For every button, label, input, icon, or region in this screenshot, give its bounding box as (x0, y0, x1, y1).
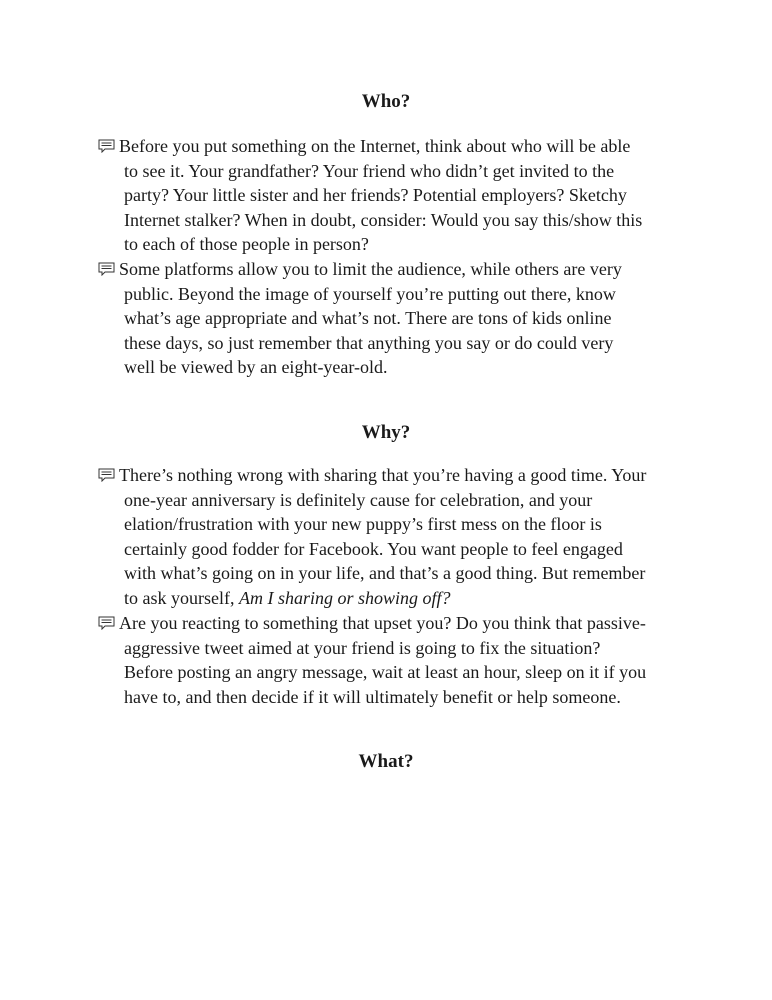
bullet-line: public. Beyond the image of yourself you’re putting out there, know (124, 283, 616, 304)
bullet-line: what’s age appropriate and what’s not. There are tons of kids online (124, 308, 612, 329)
section-heading-why: Why? (361, 422, 411, 443)
bullet-line: these days, so just remember that anything you say or do could very (124, 332, 614, 353)
comment-icon (98, 468, 115, 482)
bullet-line: aggressive tweet aimed at your friend is going to fix the situation? (124, 637, 601, 658)
bullet-line: Some platforms allow you to limit the audience, while others are very (119, 259, 622, 279)
comment-icon (98, 262, 115, 276)
bullet-line: There’s nothing wrong with sharing that you’re having a good time. Your (119, 465, 647, 485)
comment-icon (98, 616, 115, 630)
bullet-line: certainly good fodder for Facebook. You want people to feel engaged (124, 538, 623, 559)
bullet-line: with what’s going on in your life, and that’s a good thing. But remember (124, 563, 646, 584)
bullet-line (98, 586, 688, 611)
bullet-why-2 (98, 611, 688, 709)
comment-icon (98, 139, 115, 153)
italic-question: Am I sharing or showing off? (238, 587, 451, 608)
bullet-line: one-year anniversary is definitely cause for celebration, and your (124, 489, 593, 510)
bullet-why-1 (98, 463, 688, 611)
bullet-line: to each of those people in person? (124, 234, 369, 255)
bullet-line: Before you put something on the Internet, think about who will be able (119, 136, 631, 156)
bullet-line: Internet stalker? When in doubt, consider: Would you say this/show this (124, 209, 643, 230)
section-heading-who: Who? (361, 91, 411, 112)
bullet-line: Before posting an angry message, wait at least an hour, sleep on it if you (124, 662, 647, 683)
bullet-who-2 (98, 257, 688, 380)
bullet-line: party? Your little sister and her friends? Potential employers? Sketchy (124, 185, 627, 206)
bullet-line: Are you reacting to something that upset you? Do you think that passive- (119, 613, 646, 633)
bullet-line: have to, and then decide if it will ultimately benefit or help someone. (124, 686, 621, 707)
bullet-line: to see it. Your grandfather? Your friend who didn’t get invited to the (124, 160, 615, 181)
bullet-line-prefix: to ask yourself, (124, 587, 239, 608)
bullet-line: elation/frustration with your new puppy’s first mess on the floor is (124, 514, 602, 535)
bullet-who-1 (98, 134, 688, 257)
bullet-line: well be viewed by an eight-year-old. (124, 357, 388, 378)
section-heading-what: What? (358, 751, 414, 772)
